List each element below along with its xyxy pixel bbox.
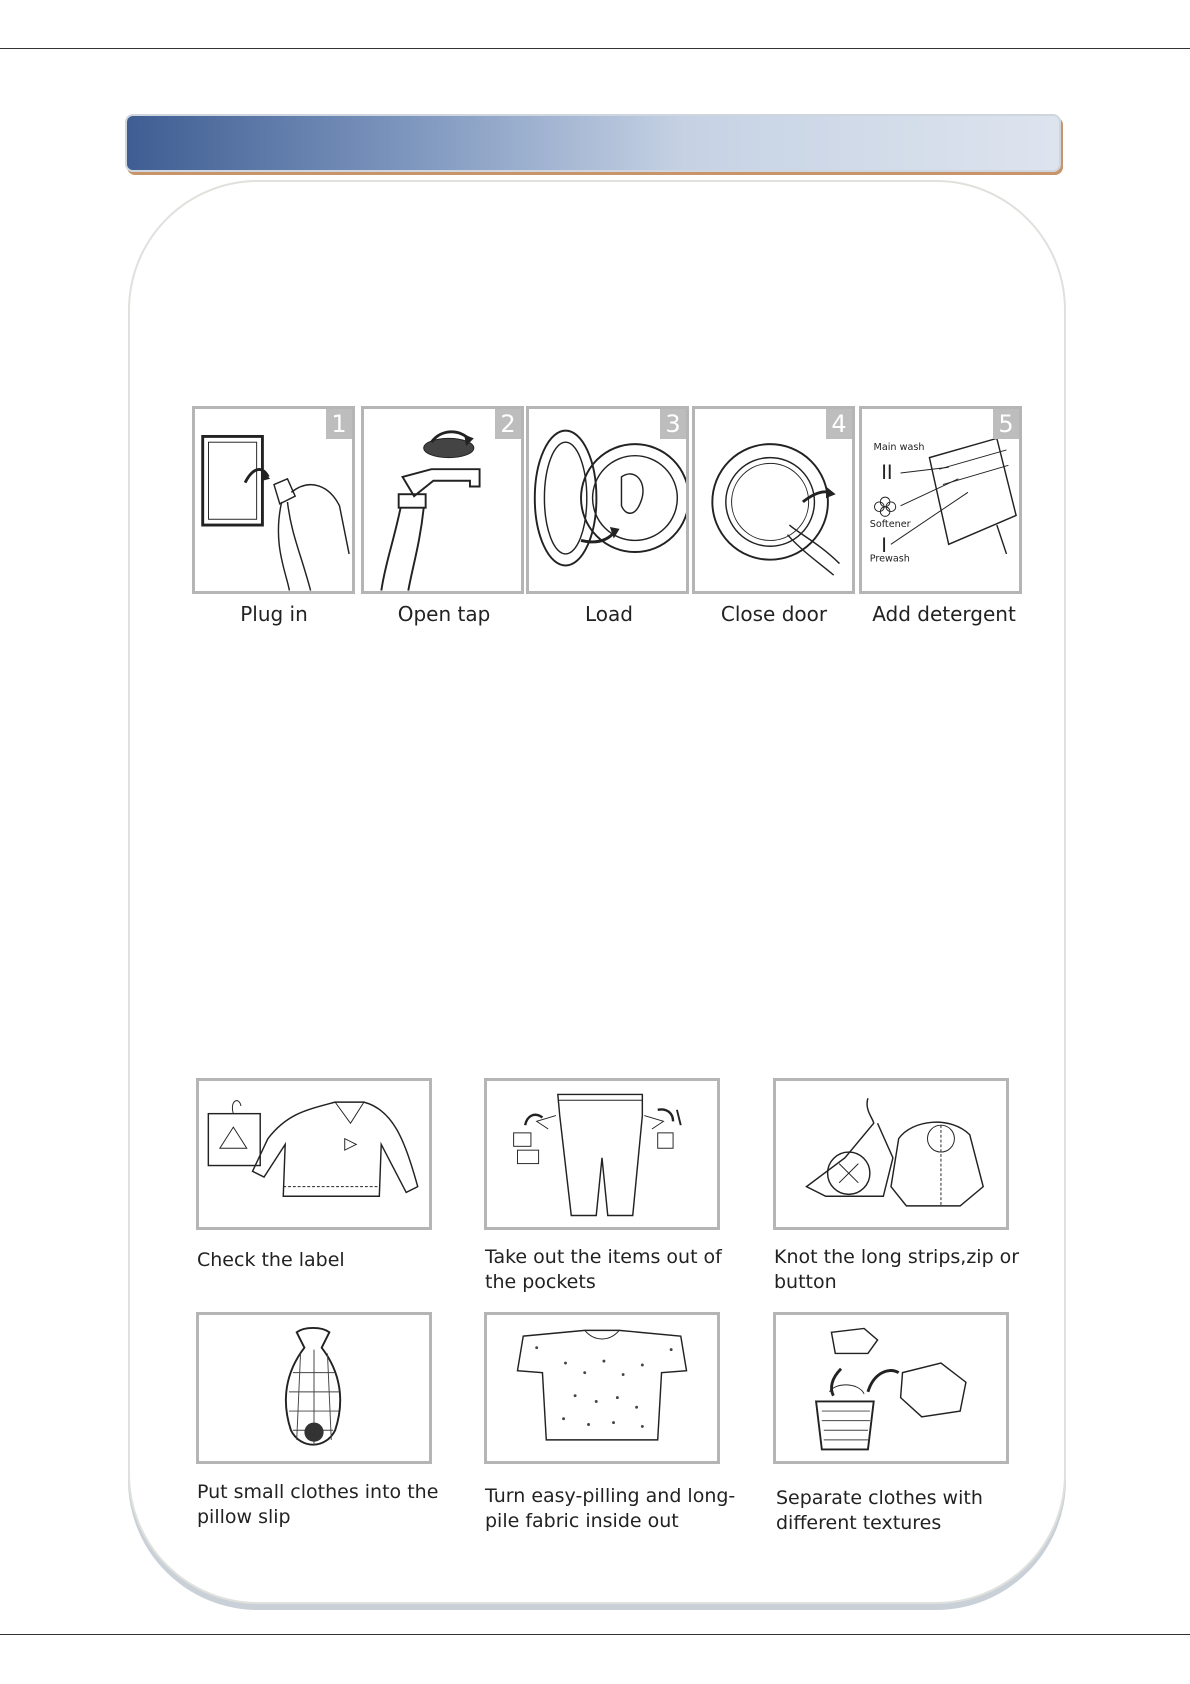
step-open-tap	[361, 406, 524, 594]
step-number: 3	[660, 409, 686, 439]
step-number: 4	[826, 409, 852, 439]
step-load	[526, 406, 689, 594]
sort-clothes-illustration	[776, 1315, 1006, 1461]
mesh-bag-illustration	[199, 1315, 429, 1461]
tip-empty-pockets	[484, 1078, 720, 1230]
tip-separate-textures	[773, 1312, 1009, 1464]
tip-check-label	[196, 1078, 432, 1230]
fuzzy-sweater-illustration	[487, 1315, 717, 1461]
tip-label: Put small clothes into the pillow slip	[197, 1481, 439, 1528]
tip-pillow-slip	[196, 1312, 432, 1464]
tip-label: Separate clothes with different textures	[776, 1487, 983, 1534]
step-number: 5	[993, 409, 1019, 439]
main-wash-label: Main wash	[873, 441, 925, 453]
bottom-rule	[0, 1634, 1190, 1635]
step-number: 2	[495, 409, 521, 439]
step-number: 1	[326, 409, 352, 439]
step-plug-in	[192, 406, 355, 594]
tip-knot-strips	[773, 1078, 1009, 1230]
step-label: Open tap	[397, 602, 491, 626]
tip-label: Turn easy-pilling and long-pile fabric inside out	[485, 1485, 736, 1532]
step-label: Plug in	[240, 602, 308, 626]
prewash-mark: I	[881, 534, 887, 558]
step-close-door	[692, 406, 855, 594]
main-wash-mark: II	[881, 460, 893, 484]
softener-label: Softener	[869, 518, 911, 530]
prewash-label: Prewash	[869, 553, 910, 565]
knot-zip-illustration	[776, 1081, 1006, 1227]
step-label: Close door	[720, 602, 828, 626]
step-label: Add detergent	[872, 602, 1016, 626]
tip-label: Knot the long strips,zip or button	[774, 1246, 1020, 1293]
sweater-label-illustration	[199, 1081, 429, 1227]
section-banner	[125, 114, 1061, 172]
step-label: Load	[585, 602, 633, 626]
tip-inside-out	[484, 1312, 720, 1464]
trousers-pockets-illustration	[487, 1081, 717, 1227]
tip-label: Take out the items out of the pockets	[485, 1246, 722, 1293]
step-add-detergent	[859, 406, 1022, 594]
softener-flower-icon	[875, 497, 896, 516]
tip-label: Check the label	[197, 1249, 345, 1271]
top-rule	[0, 48, 1190, 49]
